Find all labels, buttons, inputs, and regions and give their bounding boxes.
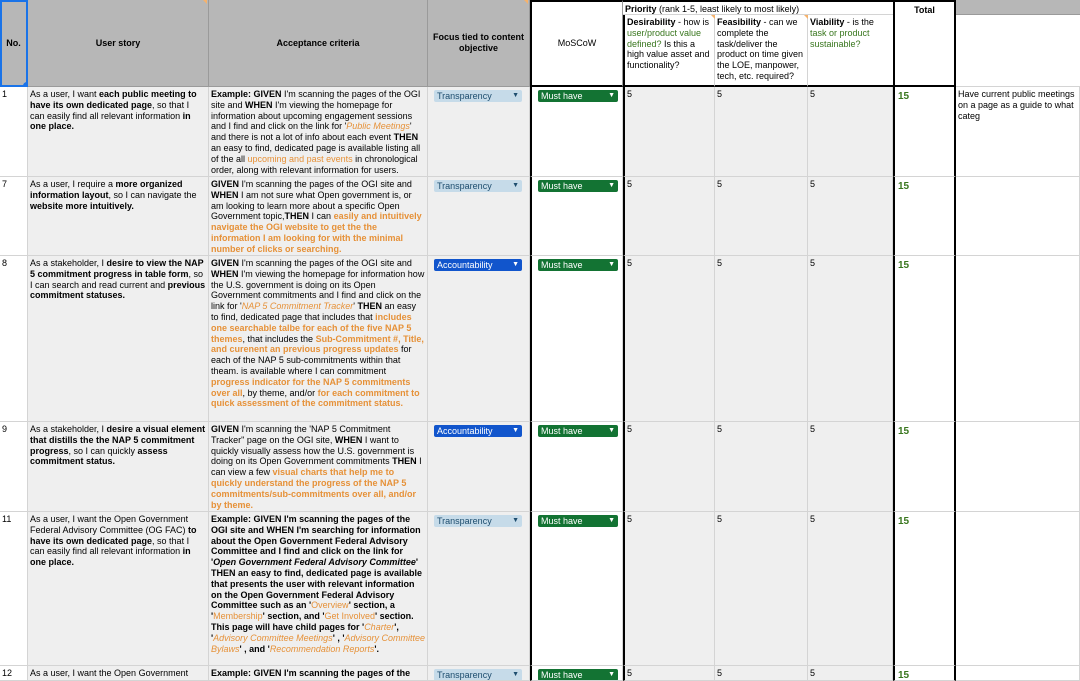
text-run: WHEN: [211, 268, 239, 279]
chip-label: Must have: [541, 426, 583, 436]
cell-moscow[interactable]: [530, 512, 623, 666]
text-run: I am not sure what Open government is, or am looking to learn more about a specific Open Government topic,: [211, 189, 412, 222]
focus-dropdown-chip[interactable]: [434, 669, 522, 681]
cell-story[interactable]: [28, 512, 209, 666]
cell-story[interactable]: [28, 87, 209, 177]
text-run: Get Involved: [324, 611, 375, 622]
desirability-value: 5: [627, 89, 633, 99]
text-run: ' section, and ': [262, 611, 325, 622]
total-value: 15: [898, 516, 910, 527]
feasibility-value: 5: [717, 424, 723, 434]
cell-feasibility[interactable]: [715, 87, 808, 177]
cell-focus[interactable]: [428, 256, 530, 422]
text-run: easily and intuitively navigate the OGI website to get the the information I am looking for with the minimal number of clicks or searching.: [211, 211, 422, 254]
text-run: Advisory Committee Bylaws: [211, 632, 426, 654]
text-run: THEN: [357, 301, 382, 312]
text-run: WHEN: [334, 434, 363, 445]
feasibility-value: 5: [717, 668, 723, 678]
text-run: GIVEN: [211, 424, 240, 434]
col-header-user-story-label: User story: [95, 37, 141, 48]
text-run: I'm scanning the pages of the OGI site and: [239, 179, 412, 189]
desirability-value: 5: [627, 668, 633, 678]
chevron-down-icon: ▼: [608, 671, 615, 678]
text-run: Example: GIVEN I'm scanning the pages of the: [211, 668, 411, 678]
text-run: WHEN: [211, 189, 239, 200]
col-header-focus-label: Focus tied to content objective: [433, 32, 524, 53]
cell-moscow[interactable]: [530, 87, 623, 177]
chip-label: Accountability: [437, 260, 493, 270]
text-run: As a stakeholder, I: [30, 258, 107, 268]
cell-note[interactable]: [956, 512, 1080, 666]
col-header-acceptance-label: Acceptance criteria: [276, 37, 360, 48]
viability-text-a: - is the: [844, 17, 874, 27]
desirability-text-b: user/product value defined?: [627, 27, 702, 49]
text-run: WHEN: [245, 99, 273, 110]
cell-desirability[interactable]: [623, 422, 715, 512]
text-run: an easy to find, dedicated page is available listing all of the all: [211, 142, 421, 164]
feasibility-value: 5: [717, 514, 723, 524]
no-value: 8: [2, 258, 8, 268]
cell-total[interactable]: [893, 87, 956, 177]
feasibility-title: Feasibility: [717, 17, 762, 27]
no-value: 7: [2, 179, 8, 189]
text-run: Example: GIVEN: [211, 89, 282, 99]
cell-desirability[interactable]: [623, 666, 715, 681]
cell-moscow[interactable]: [530, 666, 623, 681]
feasibility-value: 5: [717, 89, 723, 99]
cell-criteria[interactable]: [209, 256, 428, 422]
col-header-moscow-label: MoSCoW: [557, 38, 597, 49]
cell-note[interactable]: [956, 256, 1080, 422]
cell-focus[interactable]: [428, 512, 530, 666]
focus-dropdown-chip[interactable]: [434, 425, 522, 437]
col-header-total[interactable]: [893, 0, 956, 87]
desirability-text-a: - how is: [675, 17, 710, 27]
col-header-no-label: No.: [6, 37, 21, 48]
chevron-down-icon: ▼: [512, 671, 519, 678]
cell-criteria[interactable]: [209, 666, 428, 681]
cell-story[interactable]: [28, 256, 209, 422]
text-run: desire a visual element that distills the the NAP 5 commitment progress: [30, 424, 206, 456]
text-run: GIVEN: [211, 258, 240, 268]
total-value: 15: [898, 91, 910, 102]
focus-dropdown-chip[interactable]: [434, 259, 522, 271]
cell-no[interactable]: [0, 87, 28, 177]
cell-total[interactable]: [893, 512, 956, 666]
cell-no[interactable]: [0, 256, 28, 422]
chip-label: Must have: [541, 181, 583, 191]
text-run: THEN: [284, 211, 310, 222]
desirability-text-c: Is this a high value asset and functionality?: [627, 38, 710, 71]
text-run: Membership: [213, 611, 263, 622]
text-run: progress indicator for the NAP 5 commitments over all: [211, 376, 411, 398]
cell-desirability[interactable]: [623, 177, 715, 256]
viability-text-b: task or product sustainable?: [810, 27, 870, 49]
chip-label: Transparency: [437, 670, 492, 680]
text-run: I'm viewing the homepage for information how the U.S. government is doing on its Open Government commitments and I find and click on the link for ': [211, 268, 425, 312]
cell-feasibility[interactable]: [715, 177, 808, 256]
text-run: ': [353, 301, 358, 312]
chip-label: Must have: [541, 260, 583, 270]
no-value: 1: [2, 89, 8, 99]
text-run: Open Government Federal Advisory Committee: [213, 557, 416, 568]
comment-indicator: [203, 0, 207, 4]
cell-criteria[interactable]: [209, 422, 428, 512]
text-run: GIVEN: [211, 179, 240, 189]
priority-note: (rank 1-5, least likely to most likely): [659, 4, 800, 14]
feasibility-value: 5: [717, 179, 723, 189]
comment-indicator: [524, 0, 528, 4]
text-run: , that includes the: [242, 333, 316, 344]
text-run: each public meeting to have its own dedicated page: [30, 89, 197, 110]
cell-viability[interactable]: [808, 422, 893, 512]
moscow-dropdown-chip[interactable]: [538, 425, 618, 437]
col-header-feasibility[interactable]: [715, 15, 808, 87]
cell-story[interactable]: [28, 177, 209, 256]
cell-total[interactable]: [893, 422, 956, 512]
cell-total[interactable]: [893, 256, 956, 422]
text-run: ' and there is not a lot of info about each event: [211, 121, 412, 143]
text-run: As a stakeholder, I: [30, 424, 107, 434]
cell-total[interactable]: [893, 666, 956, 681]
no-value: 9: [2, 424, 8, 434]
cell-focus[interactable]: [428, 177, 530, 256]
chevron-down-icon: ▼: [608, 92, 615, 99]
text-run: I'm scanning the pages of the OGI site and: [211, 89, 421, 110]
cell-focus[interactable]: [428, 87, 530, 177]
feasibility-value: 5: [717, 258, 723, 268]
cell-viability[interactable]: [808, 666, 893, 681]
cell-viability[interactable]: [808, 87, 893, 177]
text-run: , so I can search and read current and: [30, 268, 204, 290]
cell-criteria[interactable]: [209, 87, 428, 177]
text-run: , so that I can easily find all relevant information: [30, 99, 190, 121]
chevron-down-icon: ▼: [512, 427, 519, 434]
cell-viability[interactable]: [808, 256, 893, 422]
focus-dropdown-chip[interactable]: [434, 515, 522, 527]
cell-desirability[interactable]: [623, 512, 715, 666]
text-run: THEN: [392, 456, 417, 467]
feasibility-text: - can we complete the task/deliver the product on time given the LOE, manpower, tech, etc. required?: [717, 17, 804, 81]
cell-feasibility[interactable]: [715, 512, 808, 666]
total-value: 15: [898, 181, 910, 192]
text-run: I want to quickly visually assess how the U.S. government is doing on its Open Government commitments: [211, 434, 415, 467]
no-value: 12: [2, 668, 13, 678]
no-value: 11: [2, 514, 12, 524]
cell-no[interactable]: [0, 177, 28, 256]
text-run: , so I can quickly: [68, 445, 138, 456]
text-run: ', ': [211, 621, 399, 643]
text-run: upcoming and past events: [247, 153, 353, 164]
col-header-moscow[interactable]: [530, 0, 623, 87]
text-run: As a user, I require a: [30, 179, 116, 189]
viability-value: 5: [810, 89, 816, 99]
text-run: NAP 5 Commitment Tracker: [241, 301, 354, 312]
focus-dropdown-chip[interactable]: [434, 180, 522, 192]
cell-no[interactable]: [0, 512, 28, 666]
text-run: includes one searchable talbe for each of the five NAP 5 themes: [211, 311, 412, 344]
text-run: assess commitment status.: [30, 445, 168, 467]
text-run: I'm viewing the homepage for information about upcoming engagement sessions and I find and click on the link for ': [211, 99, 413, 132]
text-run: an easy to find, dedicated page that includes that: [211, 301, 417, 322]
text-run: As a user, I want the Open Government: [30, 668, 189, 678]
text-run: ' section. This page will have child pages for ': [211, 611, 414, 632]
chip-label: Transparency: [437, 91, 492, 101]
cell-criteria[interactable]: [209, 512, 428, 666]
cell-desirability[interactable]: [623, 256, 715, 422]
cell-note[interactable]: [956, 666, 1080, 681]
col-header-focus[interactable]: [428, 0, 530, 87]
moscow-dropdown-chip[interactable]: [538, 515, 618, 527]
cell-note[interactable]: [956, 177, 1080, 256]
text-run: Overview: [311, 600, 349, 611]
chip-label: Accountability: [437, 426, 493, 436]
total-value: 15: [898, 426, 910, 437]
viability-value: 5: [810, 514, 816, 524]
text-run: , by theme, and/or: [242, 387, 318, 398]
focus-dropdown-chip[interactable]: [434, 90, 522, 102]
col-header-notes-band: [956, 0, 1080, 15]
text-run: ' , ': [332, 632, 345, 643]
moscow-dropdown-chip[interactable]: [538, 669, 618, 681]
cell-no[interactable]: [0, 422, 28, 512]
text-run: previous commitment statuses.: [30, 279, 206, 301]
viability-value: 5: [810, 258, 816, 268]
text-run: Charter: [364, 621, 395, 632]
text-run: ' THEN an easy to find, dedicated page is available that presents the user with relevant information on the Open Government Federal Advisory Committee such as an ': [211, 557, 423, 611]
text-run: website more intuitively.: [30, 200, 134, 211]
selection-outline: [0, 0, 28, 87]
text-run: As a user, I want: [30, 89, 100, 99]
cell-feasibility[interactable]: [715, 666, 808, 681]
chevron-down-icon: ▼: [608, 261, 615, 268]
text-run: I'm scanning the 'NAP 5 Commitment Tracker" page on the OGI site,: [211, 424, 391, 445]
text-run: ' , and ': [239, 643, 270, 654]
text-run: , so I can navigate the: [108, 189, 197, 200]
priority-title: Priority: [625, 4, 657, 14]
viability-value: 5: [810, 668, 816, 678]
cell-story[interactable]: [28, 422, 209, 512]
text-run: Sub-Commitment #, Title, and curenent an previous progress updates: [211, 333, 424, 355]
text-run: As a user, I want the Open Government Federal Advisory Committee (OG FAC): [30, 514, 189, 535]
text-run: Public Meetings: [346, 121, 410, 132]
desirability-value: 5: [627, 258, 633, 268]
text-run: visual charts that help me to quickly understand the progress of the NAP 5 commitments/sub-commitments over all, and/or by theme.: [211, 467, 417, 510]
col-header-acceptance[interactable]: [209, 0, 428, 87]
cell-note[interactable]: [956, 422, 1080, 512]
text-run: in chronological order, along with relevant information for users.: [211, 153, 418, 175]
total-value: 15: [898, 260, 910, 271]
cell-note[interactable]: [956, 87, 1080, 177]
text-run: for each commitment to quick assessment of the commitment status.: [211, 387, 420, 409]
chevron-down-icon: ▼: [608, 517, 615, 524]
moscow-dropdown-chip[interactable]: [538, 180, 618, 192]
cell-viability[interactable]: [808, 177, 893, 256]
cell-total[interactable]: [893, 177, 956, 256]
col-header-user-story[interactable]: [28, 0, 209, 87]
priority-group-header[interactable]: [623, 0, 893, 15]
cell-viability[interactable]: [808, 512, 893, 666]
moscow-dropdown-chip[interactable]: [538, 259, 618, 271]
text-run: , so that I can easily find all relevant information: [30, 535, 190, 557]
col-header-desirability[interactable]: [623, 15, 715, 87]
note-value: Have current public meetings on a page as a guide to what categ: [958, 89, 1075, 121]
desirability-title: Desirability: [627, 17, 676, 27]
chip-label: Transparency: [437, 516, 492, 526]
chip-label: Must have: [541, 670, 583, 680]
text-run: ' section, a ': [211, 600, 395, 622]
text-run: desire to view the NAP 5 commitment progress in table form: [30, 258, 204, 279]
chevron-down-icon: ▼: [608, 182, 615, 189]
text-run: Advisory Committee Meetings: [213, 632, 333, 643]
text-run: to have its own dedicated page: [30, 524, 197, 546]
moscow-dropdown-chip[interactable]: [538, 90, 618, 102]
viability-value: 5: [810, 424, 816, 434]
cell-feasibility[interactable]: [715, 256, 808, 422]
cell-story[interactable]: [28, 666, 209, 681]
cell-moscow[interactable]: [530, 422, 623, 512]
cell-focus[interactable]: [428, 422, 530, 512]
text-run: in one place.: [30, 546, 191, 568]
chevron-down-icon: ▼: [512, 261, 519, 268]
text-run: more organized information layout: [30, 179, 183, 200]
chip-label: Must have: [541, 516, 583, 526]
text-run: THEN: [393, 132, 419, 143]
chevron-down-icon: ▼: [512, 182, 519, 189]
text-run: I can view a few: [211, 456, 422, 478]
cell-focus[interactable]: [428, 666, 530, 681]
cell-moscow[interactable]: [530, 177, 623, 256]
chevron-down-icon: ▼: [512, 517, 519, 524]
desirability-value: 5: [627, 514, 633, 524]
total-value: 15: [898, 670, 910, 681]
cell-no[interactable]: [0, 666, 28, 681]
viability-title: Viability: [810, 17, 845, 27]
desirability-value: 5: [627, 424, 633, 434]
chevron-down-icon: ▼: [608, 427, 615, 434]
text-run: Example: GIVEN I'm scanning the pages of the OGI site and WHEN I'm searching for information about the Open Government Federal Advisory Committee and I find and click on the link for ': [211, 514, 421, 568]
text-run: in one place.: [30, 110, 191, 132]
col-header-viability[interactable]: [808, 15, 893, 87]
chevron-down-icon: ▼: [512, 92, 519, 99]
chip-label: Transparency: [437, 181, 492, 191]
cell-feasibility[interactable]: [715, 422, 808, 512]
text-run: I can: [309, 211, 334, 222]
text-run: for each of the NAP 5 sub-commitments within that theam. is available where I can commitment: [211, 344, 412, 376]
viability-value: 5: [810, 179, 816, 189]
text-run: '.: [374, 643, 380, 654]
chip-label: Must have: [541, 91, 583, 101]
desirability-value: 5: [627, 179, 633, 189]
col-header-total-label: Total: [914, 5, 935, 15]
cell-moscow[interactable]: [530, 256, 623, 422]
cell-desirability[interactable]: [623, 87, 715, 177]
text-run: Recommendation Reports: [269, 643, 375, 654]
text-run: I'm scanning the pages of the OGI site and: [239, 258, 412, 268]
cell-criteria[interactable]: [209, 177, 428, 256]
